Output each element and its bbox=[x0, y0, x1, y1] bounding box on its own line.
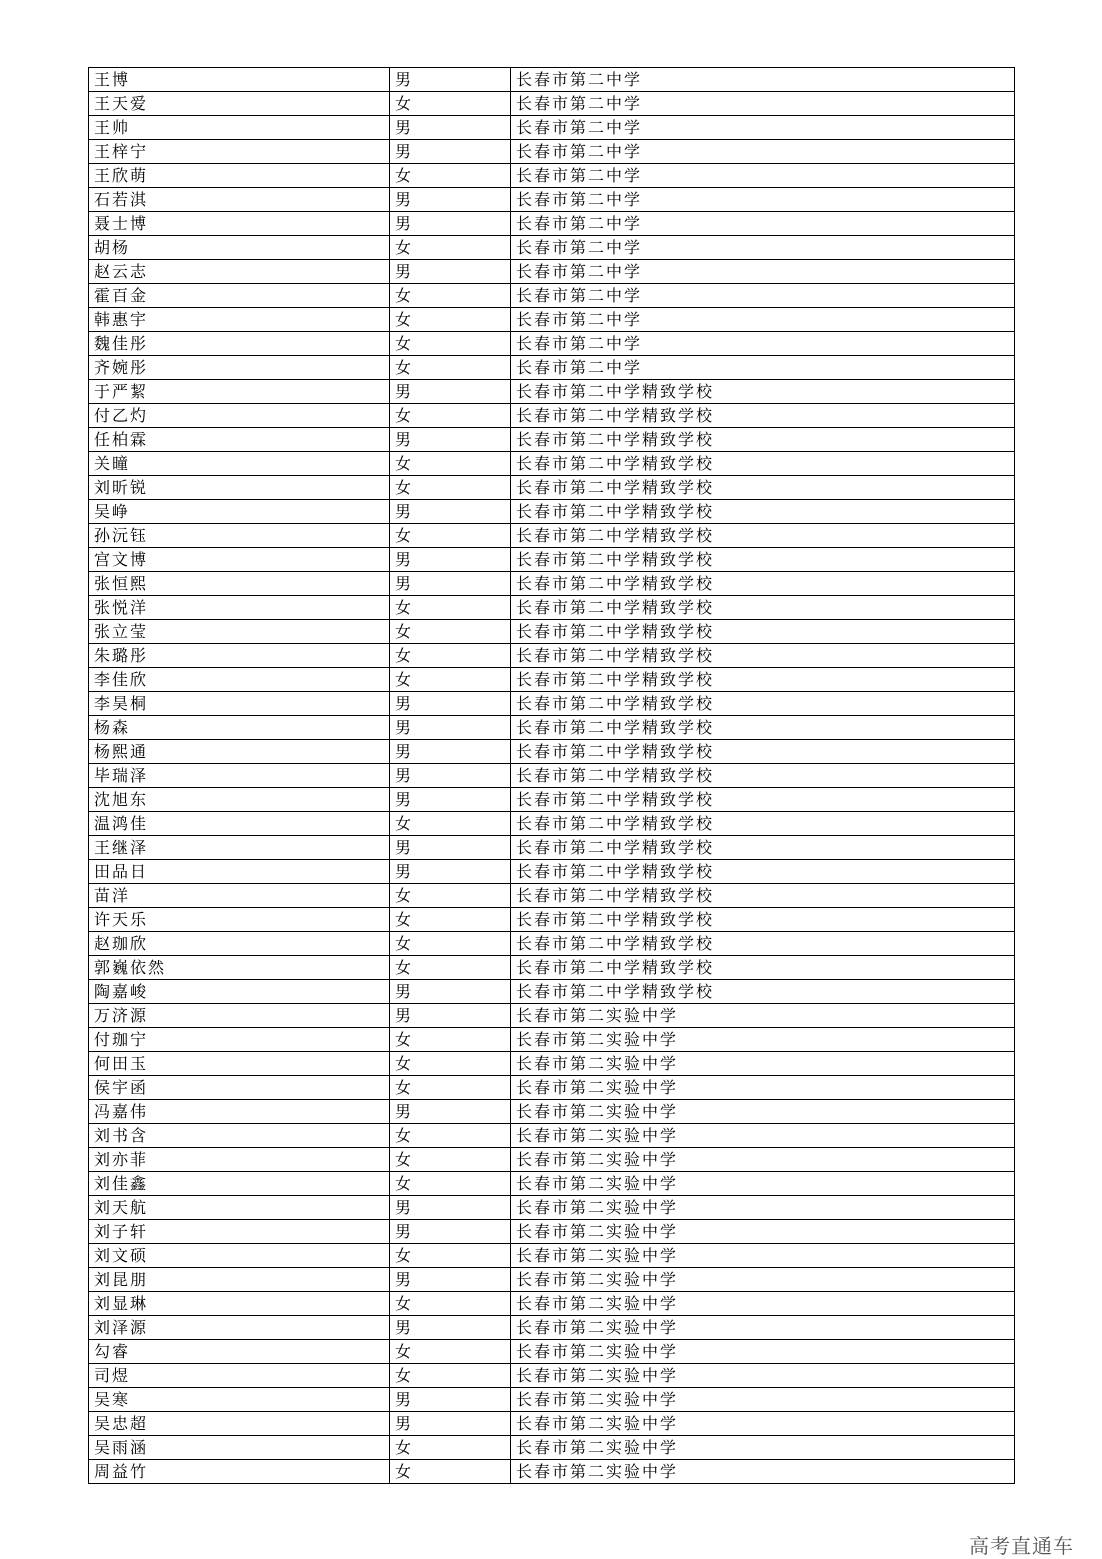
name-cell: 刘书含 bbox=[89, 1124, 390, 1148]
name-cell: 朱璐彤 bbox=[89, 644, 390, 668]
name-cell: 赵云志 bbox=[89, 260, 390, 284]
name-cell: 杨森 bbox=[89, 716, 390, 740]
gender-cell: 女 bbox=[390, 164, 511, 188]
gender-cell: 女 bbox=[390, 620, 511, 644]
gender-cell: 女 bbox=[390, 668, 511, 692]
gender-cell: 女 bbox=[390, 908, 511, 932]
gender-cell: 男 bbox=[390, 716, 511, 740]
gender-cell: 女 bbox=[390, 92, 511, 116]
table-row bbox=[89, 1004, 1015, 1028]
table-row bbox=[89, 476, 1015, 500]
school-cell: 长春市第二中学精致学校 bbox=[511, 572, 1015, 596]
school-cell: 长春市第二中学精致学校 bbox=[511, 428, 1015, 452]
table-row bbox=[89, 956, 1015, 980]
name-cell: 王梓宁 bbox=[89, 140, 390, 164]
name-cell: 王欣萌 bbox=[89, 164, 390, 188]
gender-cell: 男 bbox=[390, 1412, 511, 1436]
table-row bbox=[89, 1076, 1015, 1100]
table-row bbox=[89, 1172, 1015, 1196]
school-cell: 长春市第二中学精致学校 bbox=[511, 524, 1015, 548]
gender-cell: 女 bbox=[390, 1436, 511, 1460]
school-cell: 长春市第二中学精致学校 bbox=[511, 644, 1015, 668]
name-cell: 李昊桐 bbox=[89, 692, 390, 716]
school-cell: 长春市第二中学精致学校 bbox=[511, 548, 1015, 572]
table-row bbox=[89, 980, 1015, 1004]
gender-cell: 女 bbox=[390, 1340, 511, 1364]
table-row bbox=[89, 1364, 1015, 1388]
gender-cell: 女 bbox=[390, 932, 511, 956]
name-cell: 刘昕锐 bbox=[89, 476, 390, 500]
name-cell: 周益竹 bbox=[89, 1460, 390, 1484]
gender-cell: 女 bbox=[390, 356, 511, 380]
school-cell: 长春市第二中学 bbox=[511, 308, 1015, 332]
school-cell: 长春市第二中学精致学校 bbox=[511, 500, 1015, 524]
name-cell: 勾睿 bbox=[89, 1340, 390, 1364]
name-cell: 刘昆朋 bbox=[89, 1268, 390, 1292]
gender-cell: 女 bbox=[390, 404, 511, 428]
school-cell: 长春市第二中学精致学校 bbox=[511, 836, 1015, 860]
school-cell: 长春市第二中学 bbox=[511, 356, 1015, 380]
table-row bbox=[89, 1028, 1015, 1052]
school-cell: 长春市第二中学 bbox=[511, 212, 1015, 236]
name-cell: 刘文硕 bbox=[89, 1244, 390, 1268]
school-cell: 长春市第二中学精致学校 bbox=[511, 788, 1015, 812]
gender-cell: 男 bbox=[390, 836, 511, 860]
gender-cell: 男 bbox=[390, 116, 511, 140]
name-cell: 毕瑞泽 bbox=[89, 764, 390, 788]
table-row bbox=[89, 1052, 1015, 1076]
school-cell: 长春市第二实验中学 bbox=[511, 1460, 1015, 1484]
name-cell: 郭巍依然 bbox=[89, 956, 390, 980]
table-row bbox=[89, 692, 1015, 716]
school-cell: 长春市第二中学 bbox=[511, 260, 1015, 284]
name-cell: 付乙灼 bbox=[89, 404, 390, 428]
school-cell: 长春市第二实验中学 bbox=[511, 1388, 1015, 1412]
gender-cell: 女 bbox=[390, 524, 511, 548]
name-cell: 温鸿佳 bbox=[89, 812, 390, 836]
name-cell: 孙沅钰 bbox=[89, 524, 390, 548]
gender-cell: 男 bbox=[390, 1388, 511, 1412]
table-row bbox=[89, 1100, 1015, 1124]
table-row bbox=[89, 740, 1015, 764]
gender-cell: 男 bbox=[390, 188, 511, 212]
name-cell: 赵珈欣 bbox=[89, 932, 390, 956]
school-cell: 长春市第二中学 bbox=[511, 92, 1015, 116]
school-cell: 长春市第二中学精致学校 bbox=[511, 956, 1015, 980]
name-cell: 刘泽源 bbox=[89, 1316, 390, 1340]
table-row bbox=[89, 1340, 1015, 1364]
gender-cell: 男 bbox=[390, 1220, 511, 1244]
table-row bbox=[89, 284, 1015, 308]
gender-cell: 男 bbox=[390, 740, 511, 764]
gender-cell: 男 bbox=[390, 860, 511, 884]
school-cell: 长春市第二实验中学 bbox=[511, 1220, 1015, 1244]
name-cell: 刘天航 bbox=[89, 1196, 390, 1220]
school-cell: 长春市第二实验中学 bbox=[511, 1412, 1015, 1436]
student-roster-table bbox=[88, 67, 1015, 1484]
gender-cell: 男 bbox=[390, 764, 511, 788]
name-cell: 王天爱 bbox=[89, 92, 390, 116]
name-cell: 张立莹 bbox=[89, 620, 390, 644]
gender-cell: 女 bbox=[390, 644, 511, 668]
table-row bbox=[89, 1148, 1015, 1172]
school-cell: 长春市第二实验中学 bbox=[511, 1052, 1015, 1076]
school-cell: 长春市第二实验中学 bbox=[511, 1436, 1015, 1460]
table-row bbox=[89, 236, 1015, 260]
gender-cell: 男 bbox=[390, 1268, 511, 1292]
name-cell: 田品日 bbox=[89, 860, 390, 884]
table-row bbox=[89, 668, 1015, 692]
name-cell: 沈旭东 bbox=[89, 788, 390, 812]
gender-cell: 女 bbox=[390, 1148, 511, 1172]
school-cell: 长春市第二实验中学 bbox=[511, 1292, 1015, 1316]
gender-cell: 男 bbox=[390, 1100, 511, 1124]
table-row bbox=[89, 356, 1015, 380]
table-row bbox=[89, 308, 1015, 332]
name-cell: 石若淇 bbox=[89, 188, 390, 212]
school-cell: 长春市第二中学精致学校 bbox=[511, 380, 1015, 404]
school-cell: 长春市第二实验中学 bbox=[511, 1028, 1015, 1052]
name-cell: 冯嘉伟 bbox=[89, 1100, 390, 1124]
school-cell: 长春市第二中学 bbox=[511, 164, 1015, 188]
name-cell: 刘佳鑫 bbox=[89, 1172, 390, 1196]
table-row bbox=[89, 572, 1015, 596]
name-cell: 宫文博 bbox=[89, 548, 390, 572]
school-cell: 长春市第二中学 bbox=[511, 140, 1015, 164]
table-row bbox=[89, 500, 1015, 524]
name-cell: 吴寒 bbox=[89, 1388, 390, 1412]
table-row bbox=[89, 716, 1015, 740]
table-row bbox=[89, 332, 1015, 356]
gender-cell: 男 bbox=[390, 500, 511, 524]
name-cell: 王帅 bbox=[89, 116, 390, 140]
table-row bbox=[89, 452, 1015, 476]
name-cell: 齐婉彤 bbox=[89, 356, 390, 380]
table-row bbox=[89, 188, 1015, 212]
table-row bbox=[89, 836, 1015, 860]
school-cell: 长春市第二实验中学 bbox=[511, 1340, 1015, 1364]
gender-cell: 女 bbox=[390, 1076, 511, 1100]
table-row bbox=[89, 428, 1015, 452]
gender-cell: 男 bbox=[390, 260, 511, 284]
table-row bbox=[89, 812, 1015, 836]
gender-cell: 女 bbox=[390, 1364, 511, 1388]
name-cell: 王博 bbox=[89, 68, 390, 92]
name-cell: 于严絜 bbox=[89, 380, 390, 404]
name-cell: 李佳欣 bbox=[89, 668, 390, 692]
gender-cell: 男 bbox=[390, 1004, 511, 1028]
name-cell: 韩惠宇 bbox=[89, 308, 390, 332]
name-cell: 霍百金 bbox=[89, 284, 390, 308]
table-row bbox=[89, 140, 1015, 164]
gender-cell: 女 bbox=[390, 956, 511, 980]
school-cell: 长春市第二实验中学 bbox=[511, 1124, 1015, 1148]
gender-cell: 女 bbox=[390, 1052, 511, 1076]
name-cell: 张恒熙 bbox=[89, 572, 390, 596]
table-row bbox=[89, 1412, 1015, 1436]
gender-cell: 男 bbox=[390, 428, 511, 452]
table-row bbox=[89, 596, 1015, 620]
school-cell: 长春市第二中学精致学校 bbox=[511, 620, 1015, 644]
gender-cell: 女 bbox=[390, 1460, 511, 1484]
name-cell: 刘显琳 bbox=[89, 1292, 390, 1316]
name-cell: 司煜 bbox=[89, 1364, 390, 1388]
name-cell: 杨熙通 bbox=[89, 740, 390, 764]
school-cell: 长春市第二中学精致学校 bbox=[511, 908, 1015, 932]
school-cell: 长春市第二实验中学 bbox=[511, 1196, 1015, 1220]
table-row bbox=[89, 860, 1015, 884]
name-cell: 付珈宁 bbox=[89, 1028, 390, 1052]
table-row bbox=[89, 212, 1015, 236]
school-cell: 长春市第二实验中学 bbox=[511, 1172, 1015, 1196]
school-cell: 长春市第二实验中学 bbox=[511, 1364, 1015, 1388]
school-cell: 长春市第二实验中学 bbox=[511, 1004, 1015, 1028]
school-cell: 长春市第二中学精致学校 bbox=[511, 740, 1015, 764]
gender-cell: 女 bbox=[390, 1292, 511, 1316]
gender-cell: 男 bbox=[390, 1316, 511, 1340]
table-row bbox=[89, 524, 1015, 548]
table-row bbox=[89, 404, 1015, 428]
gender-cell: 女 bbox=[390, 1172, 511, 1196]
gender-cell: 女 bbox=[390, 284, 511, 308]
name-cell: 关曈 bbox=[89, 452, 390, 476]
table-row bbox=[89, 1388, 1015, 1412]
name-cell: 任柏霖 bbox=[89, 428, 390, 452]
school-cell: 长春市第二中学 bbox=[511, 68, 1015, 92]
school-cell: 长春市第二实验中学 bbox=[511, 1100, 1015, 1124]
school-cell: 长春市第二中学精致学校 bbox=[511, 884, 1015, 908]
table-row bbox=[89, 92, 1015, 116]
gender-cell: 女 bbox=[390, 332, 511, 356]
gender-cell: 男 bbox=[390, 980, 511, 1004]
gender-cell: 女 bbox=[390, 452, 511, 476]
gender-cell: 男 bbox=[390, 68, 511, 92]
school-cell: 长春市第二实验中学 bbox=[511, 1244, 1015, 1268]
school-cell: 长春市第二中学精致学校 bbox=[511, 716, 1015, 740]
gender-cell: 男 bbox=[390, 1196, 511, 1220]
table-row bbox=[89, 764, 1015, 788]
name-cell: 张悦洋 bbox=[89, 596, 390, 620]
gender-cell: 女 bbox=[390, 1028, 511, 1052]
table-row bbox=[89, 1124, 1015, 1148]
gender-cell: 女 bbox=[390, 596, 511, 620]
gender-cell: 女 bbox=[390, 236, 511, 260]
gender-cell: 女 bbox=[390, 476, 511, 500]
school-cell: 长春市第二实验中学 bbox=[511, 1268, 1015, 1292]
gender-cell: 男 bbox=[390, 140, 511, 164]
name-cell: 许天乐 bbox=[89, 908, 390, 932]
table-row bbox=[89, 1316, 1015, 1340]
table-row bbox=[89, 164, 1015, 188]
table-row bbox=[89, 260, 1015, 284]
table-row bbox=[89, 788, 1015, 812]
gender-cell: 男 bbox=[390, 548, 511, 572]
gender-cell: 女 bbox=[390, 812, 511, 836]
school-cell: 长春市第二中学精致学校 bbox=[511, 980, 1015, 1004]
school-cell: 长春市第二中学 bbox=[511, 332, 1015, 356]
table-row bbox=[89, 620, 1015, 644]
table-row bbox=[89, 1196, 1015, 1220]
school-cell: 长春市第二中学 bbox=[511, 188, 1015, 212]
school-cell: 长春市第二中学精致学校 bbox=[511, 596, 1015, 620]
table-row bbox=[89, 1460, 1015, 1484]
table-row bbox=[89, 884, 1015, 908]
name-cell: 刘亦菲 bbox=[89, 1148, 390, 1172]
table-row bbox=[89, 380, 1015, 404]
table-row bbox=[89, 116, 1015, 140]
school-cell: 长春市第二实验中学 bbox=[511, 1148, 1015, 1172]
name-cell: 侯宇函 bbox=[89, 1076, 390, 1100]
gender-cell: 女 bbox=[390, 308, 511, 332]
table-row bbox=[89, 1436, 1015, 1460]
school-cell: 长春市第二中学精致学校 bbox=[511, 476, 1015, 500]
roster-body bbox=[89, 68, 1015, 1484]
school-cell: 长春市第二中学 bbox=[511, 236, 1015, 260]
name-cell: 陶嘉峻 bbox=[89, 980, 390, 1004]
watermark-text: 高考直通车 bbox=[969, 1534, 1074, 1558]
school-cell: 长春市第二中学精致学校 bbox=[511, 764, 1015, 788]
name-cell: 胡杨 bbox=[89, 236, 390, 260]
school-cell: 长春市第二实验中学 bbox=[511, 1076, 1015, 1100]
gender-cell: 女 bbox=[390, 1244, 511, 1268]
gender-cell: 男 bbox=[390, 572, 511, 596]
school-cell: 长春市第二中学精致学校 bbox=[511, 452, 1015, 476]
gender-cell: 女 bbox=[390, 1124, 511, 1148]
gender-cell: 男 bbox=[390, 788, 511, 812]
school-cell: 长春市第二中学 bbox=[511, 116, 1015, 140]
table-row bbox=[89, 1220, 1015, 1244]
name-cell: 王继泽 bbox=[89, 836, 390, 860]
gender-cell: 男 bbox=[390, 380, 511, 404]
gender-cell: 男 bbox=[390, 212, 511, 236]
name-cell: 万济源 bbox=[89, 1004, 390, 1028]
table-row bbox=[89, 1268, 1015, 1292]
school-cell: 长春市第二中学精致学校 bbox=[511, 932, 1015, 956]
school-cell: 长春市第二中学精致学校 bbox=[511, 404, 1015, 428]
table-row bbox=[89, 908, 1015, 932]
school-cell: 长春市第二中学 bbox=[511, 284, 1015, 308]
name-cell: 苗洋 bbox=[89, 884, 390, 908]
table-row bbox=[89, 644, 1015, 668]
name-cell: 吴峥 bbox=[89, 500, 390, 524]
table-row bbox=[89, 548, 1015, 572]
name-cell: 聂士博 bbox=[89, 212, 390, 236]
gender-cell: 男 bbox=[390, 692, 511, 716]
table-row bbox=[89, 932, 1015, 956]
name-cell: 刘子轩 bbox=[89, 1220, 390, 1244]
table-row bbox=[89, 1244, 1015, 1268]
name-cell: 何田玉 bbox=[89, 1052, 390, 1076]
school-cell: 长春市第二中学精致学校 bbox=[511, 668, 1015, 692]
school-cell: 长春市第二实验中学 bbox=[511, 1316, 1015, 1340]
school-cell: 长春市第二中学精致学校 bbox=[511, 812, 1015, 836]
name-cell: 魏佳彤 bbox=[89, 332, 390, 356]
school-cell: 长春市第二中学精致学校 bbox=[511, 692, 1015, 716]
table-row bbox=[89, 1292, 1015, 1316]
table-row bbox=[89, 68, 1015, 92]
gender-cell: 女 bbox=[390, 884, 511, 908]
name-cell: 吴雨涵 bbox=[89, 1436, 390, 1460]
school-cell: 长春市第二中学精致学校 bbox=[511, 860, 1015, 884]
name-cell: 吴忠超 bbox=[89, 1412, 390, 1436]
